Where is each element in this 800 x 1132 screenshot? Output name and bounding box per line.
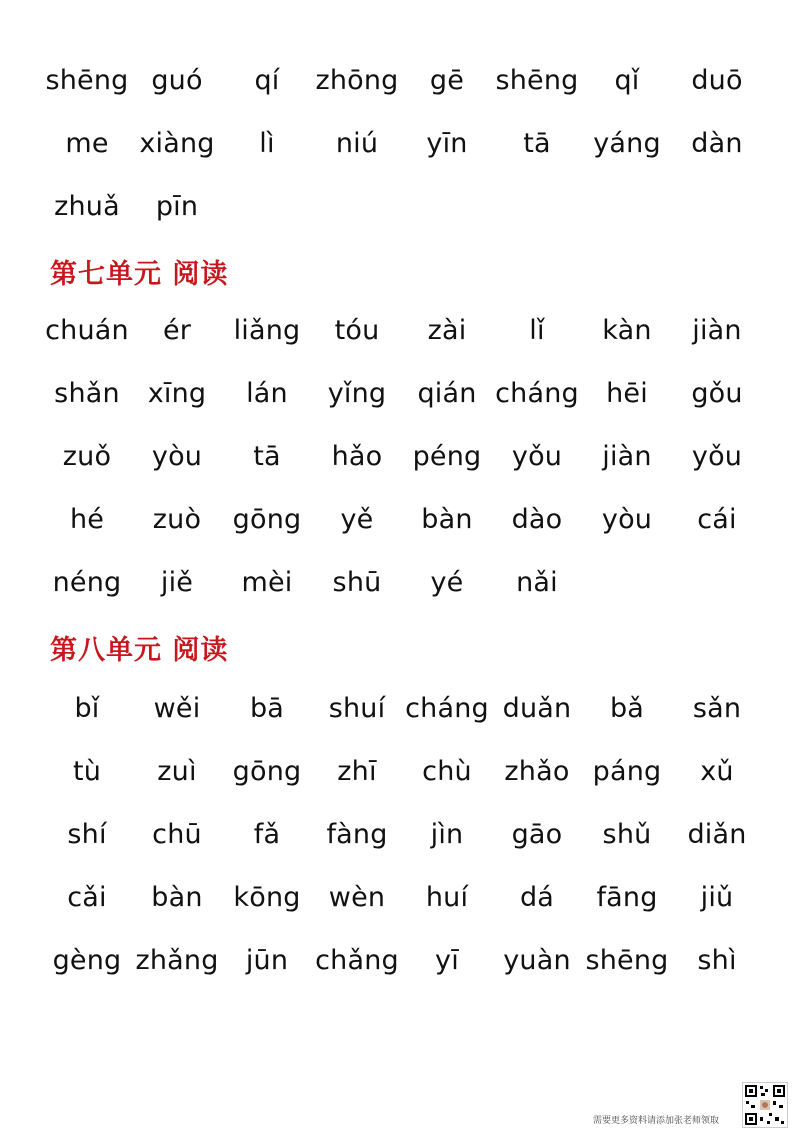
pinyin-syllable: zhǎng bbox=[135, 945, 219, 976]
pinyin-row bbox=[42, 425, 762, 488]
pinyin-syllable: néng bbox=[52, 567, 122, 598]
pinyin-grid-unit8 bbox=[42, 677, 762, 992]
pinyin-syllable: wěi bbox=[153, 693, 201, 724]
pinyin-syllable: jìn bbox=[430, 819, 464, 850]
pinyin-syllable: zhōng bbox=[315, 65, 399, 96]
pinyin-row bbox=[42, 866, 762, 929]
pinyin-syllable: zhuǎ bbox=[54, 191, 120, 222]
pinyin-syllable: zhǎo bbox=[504, 756, 570, 787]
pinyin-syllable: jūn bbox=[245, 945, 289, 976]
pinyin-syllable: sǎn bbox=[692, 693, 742, 724]
pinyin-syllable: chǎng bbox=[315, 945, 399, 976]
pinyin-row bbox=[42, 551, 762, 614]
pinyin-syllable: xiàng bbox=[139, 128, 215, 159]
pinyin-syllable: dào bbox=[511, 504, 563, 535]
pinyin-syllable: qǐ bbox=[614, 65, 640, 96]
pinyin-syllable: guó bbox=[151, 65, 203, 96]
pinyin-grid-previous bbox=[42, 49, 762, 238]
qr-code-icon bbox=[742, 1082, 788, 1128]
pinyin-syllable: shì bbox=[697, 945, 737, 976]
pinyin-syllable: lán bbox=[246, 378, 288, 409]
pinyin-syllable: tā bbox=[523, 128, 551, 159]
pinyin-syllable: tóu bbox=[334, 315, 380, 346]
pinyin-syllable: bàn bbox=[151, 882, 203, 913]
pinyin-syllable: shǔ bbox=[602, 819, 652, 850]
pinyin-syllable: kàn bbox=[602, 315, 652, 346]
pinyin-syllable: me bbox=[65, 128, 109, 159]
pinyin-syllable: wèn bbox=[328, 882, 386, 913]
pinyin-syllable: kōng bbox=[233, 882, 301, 913]
pinyin-syllable: niú bbox=[335, 128, 379, 159]
pinyin-syllable: yòu bbox=[151, 441, 203, 472]
pinyin-syllable: qián bbox=[417, 378, 477, 409]
pinyin-syllable: gē bbox=[429, 65, 465, 96]
pinyin-syllable: zuǒ bbox=[62, 441, 112, 472]
pinyin-syllable: hēi bbox=[606, 378, 648, 409]
pinyin-syllable: huí bbox=[425, 882, 469, 913]
pinyin-syllable: duǎn bbox=[502, 693, 572, 724]
pinyin-row bbox=[42, 112, 762, 175]
pinyin-syllable: yáng bbox=[593, 128, 661, 159]
pinyin-syllable: shǎn bbox=[54, 378, 120, 409]
pinyin-syllable: jiàn bbox=[692, 315, 742, 346]
pinyin-syllable: gōng bbox=[232, 504, 302, 535]
pinyin-row bbox=[42, 677, 762, 740]
pinyin-syllable: shí bbox=[67, 819, 107, 850]
pinyin-syllable: tù bbox=[72, 756, 102, 787]
pinyin-syllable: yǐng bbox=[327, 378, 387, 409]
pinyin-syllable: shū bbox=[332, 567, 382, 598]
pinyin-syllable: diǎn bbox=[687, 819, 747, 850]
pinyin-syllable: cháng bbox=[405, 693, 489, 724]
pinyin-grid-unit7 bbox=[42, 299, 762, 614]
pinyin-syllable: pīn bbox=[155, 191, 199, 222]
pinyin-syllable: gōng bbox=[232, 756, 302, 787]
pinyin-syllable: mèi bbox=[241, 567, 293, 598]
footer-note: 需要更多资料请添加张老师领取 bbox=[593, 1116, 720, 1126]
pinyin-syllable: jiǔ bbox=[700, 882, 734, 913]
pinyin-syllable: shuí bbox=[328, 693, 386, 724]
pinyin-syllable: bǐ bbox=[74, 693, 100, 724]
pinyin-syllable: chū bbox=[152, 819, 202, 850]
pinyin-syllable: qí bbox=[254, 65, 280, 96]
pinyin-syllable: yě bbox=[340, 504, 374, 535]
pinyin-syllable: gèng bbox=[52, 945, 122, 976]
pinyin-syllable: ér bbox=[162, 315, 192, 346]
unit7-heading: 第七单元 阅读 bbox=[50, 259, 229, 290]
pinyin-syllable: yé bbox=[430, 567, 464, 598]
pinyin-syllable: zuì bbox=[157, 756, 197, 787]
pinyin-syllable: jiàn bbox=[602, 441, 652, 472]
pinyin-syllable: hǎo bbox=[331, 441, 383, 472]
pinyin-syllable: shēng bbox=[495, 65, 579, 96]
pinyin-syllable: chù bbox=[422, 756, 472, 787]
pinyin-syllable: nǎi bbox=[516, 567, 558, 598]
pinyin-syllable: shēng bbox=[45, 65, 129, 96]
pinyin-row bbox=[42, 362, 762, 425]
pinyin-syllable: shēng bbox=[585, 945, 669, 976]
pinyin-syllable: yuàn bbox=[503, 945, 571, 976]
pinyin-syllable: bǎ bbox=[609, 693, 645, 724]
pinyin-syllable: chuán bbox=[45, 315, 129, 346]
pinyin-row bbox=[42, 49, 762, 112]
pinyin-row bbox=[42, 929, 762, 992]
pinyin-syllable: zhī bbox=[337, 756, 377, 787]
unit8-heading: 第八单元 阅读 bbox=[50, 635, 229, 666]
pinyin-syllable: jiě bbox=[160, 567, 194, 598]
pinyin-syllable: péng bbox=[412, 441, 482, 472]
pinyin-syllable: yǒu bbox=[691, 441, 743, 472]
pinyin-syllable: dàn bbox=[691, 128, 743, 159]
pinyin-row bbox=[42, 175, 762, 238]
pinyin-syllable: yī bbox=[435, 945, 459, 976]
pinyin-syllable: gǒu bbox=[691, 378, 743, 409]
pinyin-syllable: fàng bbox=[326, 819, 388, 850]
pinyin-syllable: xǔ bbox=[700, 756, 734, 787]
pinyin-syllable: yīn bbox=[426, 128, 468, 159]
pinyin-syllable: liǎng bbox=[233, 315, 301, 346]
pinyin-syllable: duō bbox=[691, 65, 743, 96]
pinyin-row bbox=[42, 740, 762, 803]
pinyin-syllable: cǎi bbox=[67, 882, 107, 913]
pinyin-syllable: hé bbox=[69, 504, 105, 535]
pinyin-syllable: páng bbox=[592, 756, 662, 787]
pinyin-syllable: lǐ bbox=[529, 315, 545, 346]
pinyin-row bbox=[42, 803, 762, 866]
pinyin-syllable: yǒu bbox=[511, 441, 563, 472]
pinyin-syllable: dá bbox=[519, 882, 555, 913]
pinyin-syllable: gāo bbox=[511, 819, 563, 850]
pinyin-syllable: bā bbox=[249, 693, 285, 724]
pinyin-row bbox=[42, 299, 762, 362]
pinyin-syllable: cái bbox=[697, 504, 737, 535]
pinyin-row bbox=[42, 488, 762, 551]
pinyin-syllable: cháng bbox=[495, 378, 579, 409]
pinyin-syllable: yòu bbox=[601, 504, 653, 535]
pinyin-syllable: zài bbox=[427, 315, 467, 346]
pinyin-syllable: fǎ bbox=[253, 819, 281, 850]
pinyin-syllable: fāng bbox=[596, 882, 658, 913]
pinyin-syllable: xīng bbox=[147, 378, 207, 409]
pinyin-syllable: bàn bbox=[421, 504, 473, 535]
pinyin-syllable: tā bbox=[253, 441, 281, 472]
pinyin-syllable: zuò bbox=[152, 504, 202, 535]
pinyin-syllable: lì bbox=[259, 128, 275, 159]
